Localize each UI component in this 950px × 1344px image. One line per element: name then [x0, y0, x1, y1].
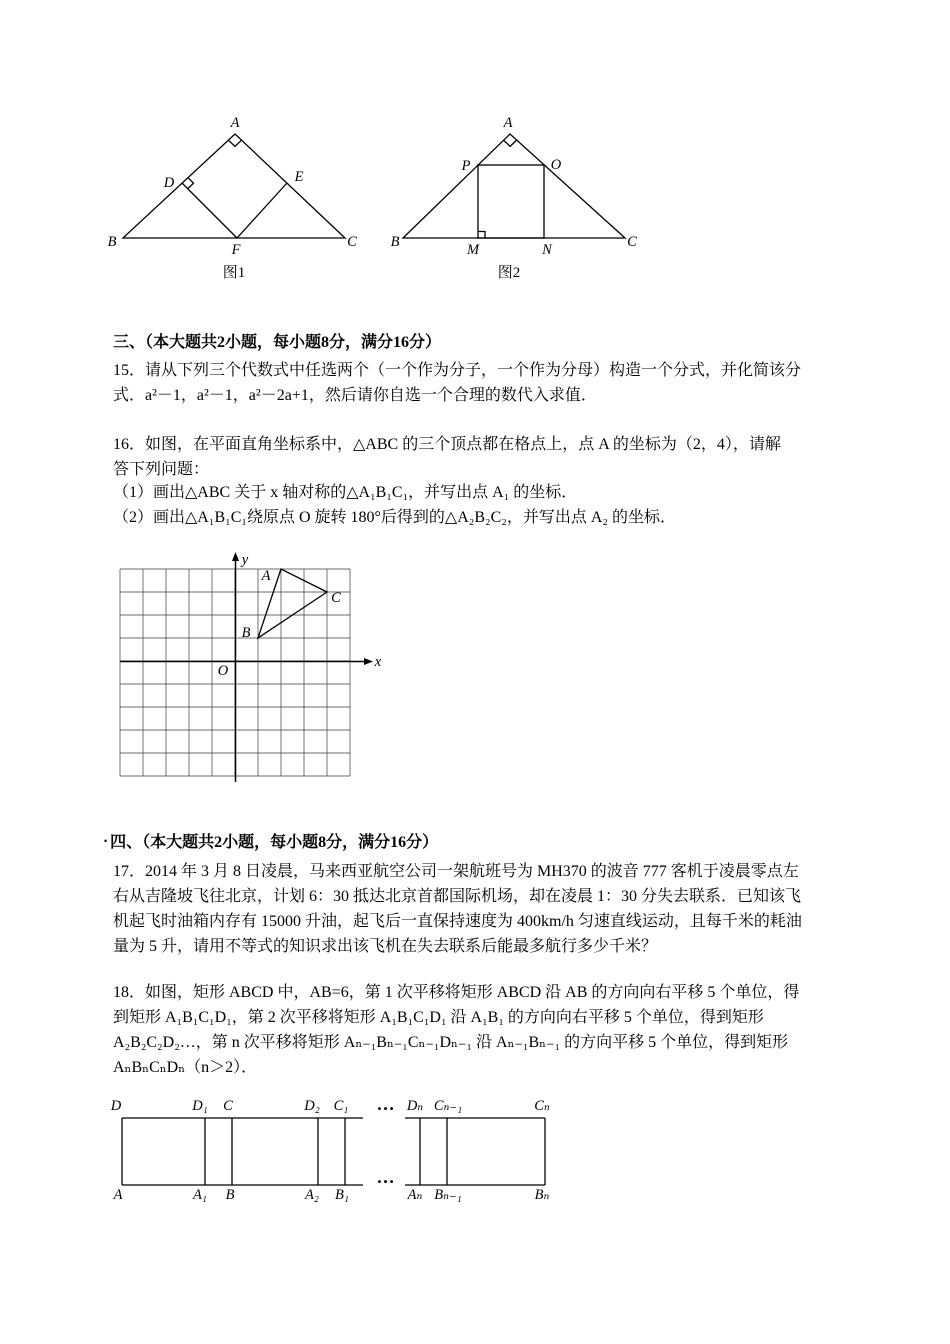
- fig2-triangle-outline: [403, 134, 625, 238]
- q16-text-line2: 答下列问题：: [113, 461, 210, 478]
- stray-bullet: •: [104, 836, 108, 846]
- fig1-triangle-outline: [123, 134, 345, 238]
- section3-heading: 三、（本大题共2小题，每小题8分，满分16分）: [113, 334, 442, 351]
- triangle-abc: [242, 568, 342, 641]
- figure-1-triangle: [108, 115, 358, 281]
- top-ellipsis: …: [376, 1094, 396, 1114]
- label-a: A: [113, 1187, 123, 1203]
- rect-top-labels: [110, 1098, 550, 1114]
- label-a2: A₂: [305, 1187, 319, 1203]
- bottom-ellipsis: …: [376, 1167, 396, 1187]
- fig1-label-d: D: [163, 175, 175, 191]
- rect-group-1: [122, 1118, 363, 1185]
- rect-group-2: [405, 1118, 545, 1185]
- q17-text-line4: 量为 5 升，请用不等式的知识求出该飞机在失去联系后能最多航行多少千米？: [113, 938, 658, 955]
- label-d2: D₂: [304, 1098, 320, 1114]
- fig2-label-p: P: [461, 158, 471, 174]
- fig2-right-angle-mark-a: [504, 140, 517, 146]
- label-dn: Dₙ: [406, 1098, 424, 1114]
- rect-bottom-labels: [113, 1187, 550, 1203]
- label-c1: C₁: [333, 1098, 349, 1114]
- label-b1: B₁: [335, 1187, 349, 1203]
- fig2-label-m: M: [466, 242, 480, 258]
- x-axis-arrow: [364, 658, 373, 665]
- fig2-label-c: C: [627, 234, 637, 250]
- q17-text-line1: 17．2014 年 3 月 8 日凌晨，马来西亚航空公司一架航班号为 MH370 的波音 777 客机于凌晨零点左: [113, 863, 799, 880]
- fig1-caption: 图1: [222, 265, 246, 281]
- fig2-right-angle-mark-m: [478, 232, 485, 239]
- axes: [120, 552, 382, 782]
- section4-heading: [104, 829, 864, 855]
- label-an: Aₙ: [407, 1187, 423, 1203]
- q18-text-line3: A₂B₂C₂D₂…，第 n 次平移将矩形 Aₙ₋₁Bₙ₋₁Cₙ₋₁Dₙ₋₁ 沿 Aₙ₋₁Bₙ₋₁ 的方向平移 5 个单位，得到矩形: [113, 1034, 789, 1051]
- label-a1: A₁: [193, 1187, 207, 1203]
- fig1-inner-segments: [182, 183, 287, 238]
- q17-text-line3: 机起飞时油箱内存有 15000 升油，起飞后一直保持速度为 400km/h 匀速直线运动，且每千米的耗油: [113, 913, 802, 930]
- grid-label-b: B: [241, 625, 251, 641]
- fig2-label-a: A: [503, 115, 513, 131]
- fig1-right-angle-mark-a: [228, 140, 241, 146]
- fig2-label-n: N: [542, 242, 552, 258]
- fig1-label-b: B: [107, 234, 117, 250]
- label-c: C: [223, 1098, 233, 1114]
- fig1-label-a: A: [230, 115, 240, 131]
- q18-text-line1: 18．如图，矩形 ABCD 中，AB=6，第 1 次平移将矩形 ABCD 沿 AB 的方向向右平移 5 个单位，得: [113, 984, 800, 1001]
- label-d: D: [110, 1098, 122, 1114]
- q18-text-line4: AₙBₙCₙDₙ（n＞2）．: [113, 1059, 258, 1076]
- x-axis-label: x: [374, 654, 382, 670]
- q18-text-line2: 到矩形 A₁B₁C₁D₁，第 2 次平移将矩形 A₁B₁C₁D₁ 沿 A₁B₁ 的方向向右平移 5 个单位，得到矩形: [113, 1009, 764, 1026]
- fig2-label-o: O: [550, 157, 562, 173]
- fig2-caption: 图2: [497, 265, 521, 281]
- q15-text-line1: 15．请从下列三个代数式中任选两个（一个作为分子，一个作为分母）构造一个分式，并化简该分: [113, 362, 802, 379]
- q17-text-line2: 右从吉隆坡飞往北京，计划 6：30 抵达北京首都国际机场，却在凌晨 1：30 分失去联系．已知该飞: [113, 888, 802, 905]
- rectangles-figure: [105, 1088, 575, 1206]
- q16-text-line1: 16．如图，在平面直角坐标系中，△ABC 的三个顶点都在格点上，点 A 的坐标为（2，4），请解: [113, 436, 781, 453]
- grid-label-c: C: [331, 590, 341, 606]
- q16-item-2: （2）画出△A₁B₁C₁绕原点 O 旋转 180°后得到的△A₂B₂C₂，并写出点 A₂ 的坐标．: [113, 509, 676, 526]
- y-axis-arrow: [232, 552, 239, 561]
- q16-item-1: （1）画出△ABC 关于 x 轴对称的△A₁B₁C₁，并写出点 A₁ 的坐标．: [113, 484, 578, 501]
- fig1-right-angle-mark-d: [188, 178, 194, 189]
- y-axis-label: y: [241, 552, 249, 568]
- figure-2-triangle: [391, 115, 638, 281]
- fig2-inscribed-square: [478, 165, 544, 238]
- label-cn: Cₙ: [534, 1098, 550, 1114]
- q15-text-line2: 式．a²－1，a²－1，a²－2a+1，然后请你自选一个合理的数代入求值．: [113, 387, 597, 404]
- grid-label-a: A: [261, 568, 271, 584]
- fig1-label-e: E: [294, 169, 304, 185]
- geometry-figures: [95, 110, 655, 288]
- section4-heading-text: 四、（本大题共2小题，每小题8分，满分16分）: [110, 834, 439, 851]
- label-d1: D₁: [192, 1098, 208, 1114]
- fig1-label-f: F: [231, 242, 241, 258]
- fig1-label-c: C: [347, 234, 357, 250]
- coordinate-grid-figure: [116, 552, 386, 787]
- label-bn-1: Bₙ₋₁: [434, 1187, 462, 1203]
- fig2-label-b: B: [390, 234, 400, 250]
- label-cn-1: Cₙ₋₁: [433, 1098, 463, 1114]
- label-bn: Bₙ: [534, 1187, 550, 1203]
- origin-label: O: [217, 663, 229, 679]
- label-b: B: [225, 1187, 235, 1203]
